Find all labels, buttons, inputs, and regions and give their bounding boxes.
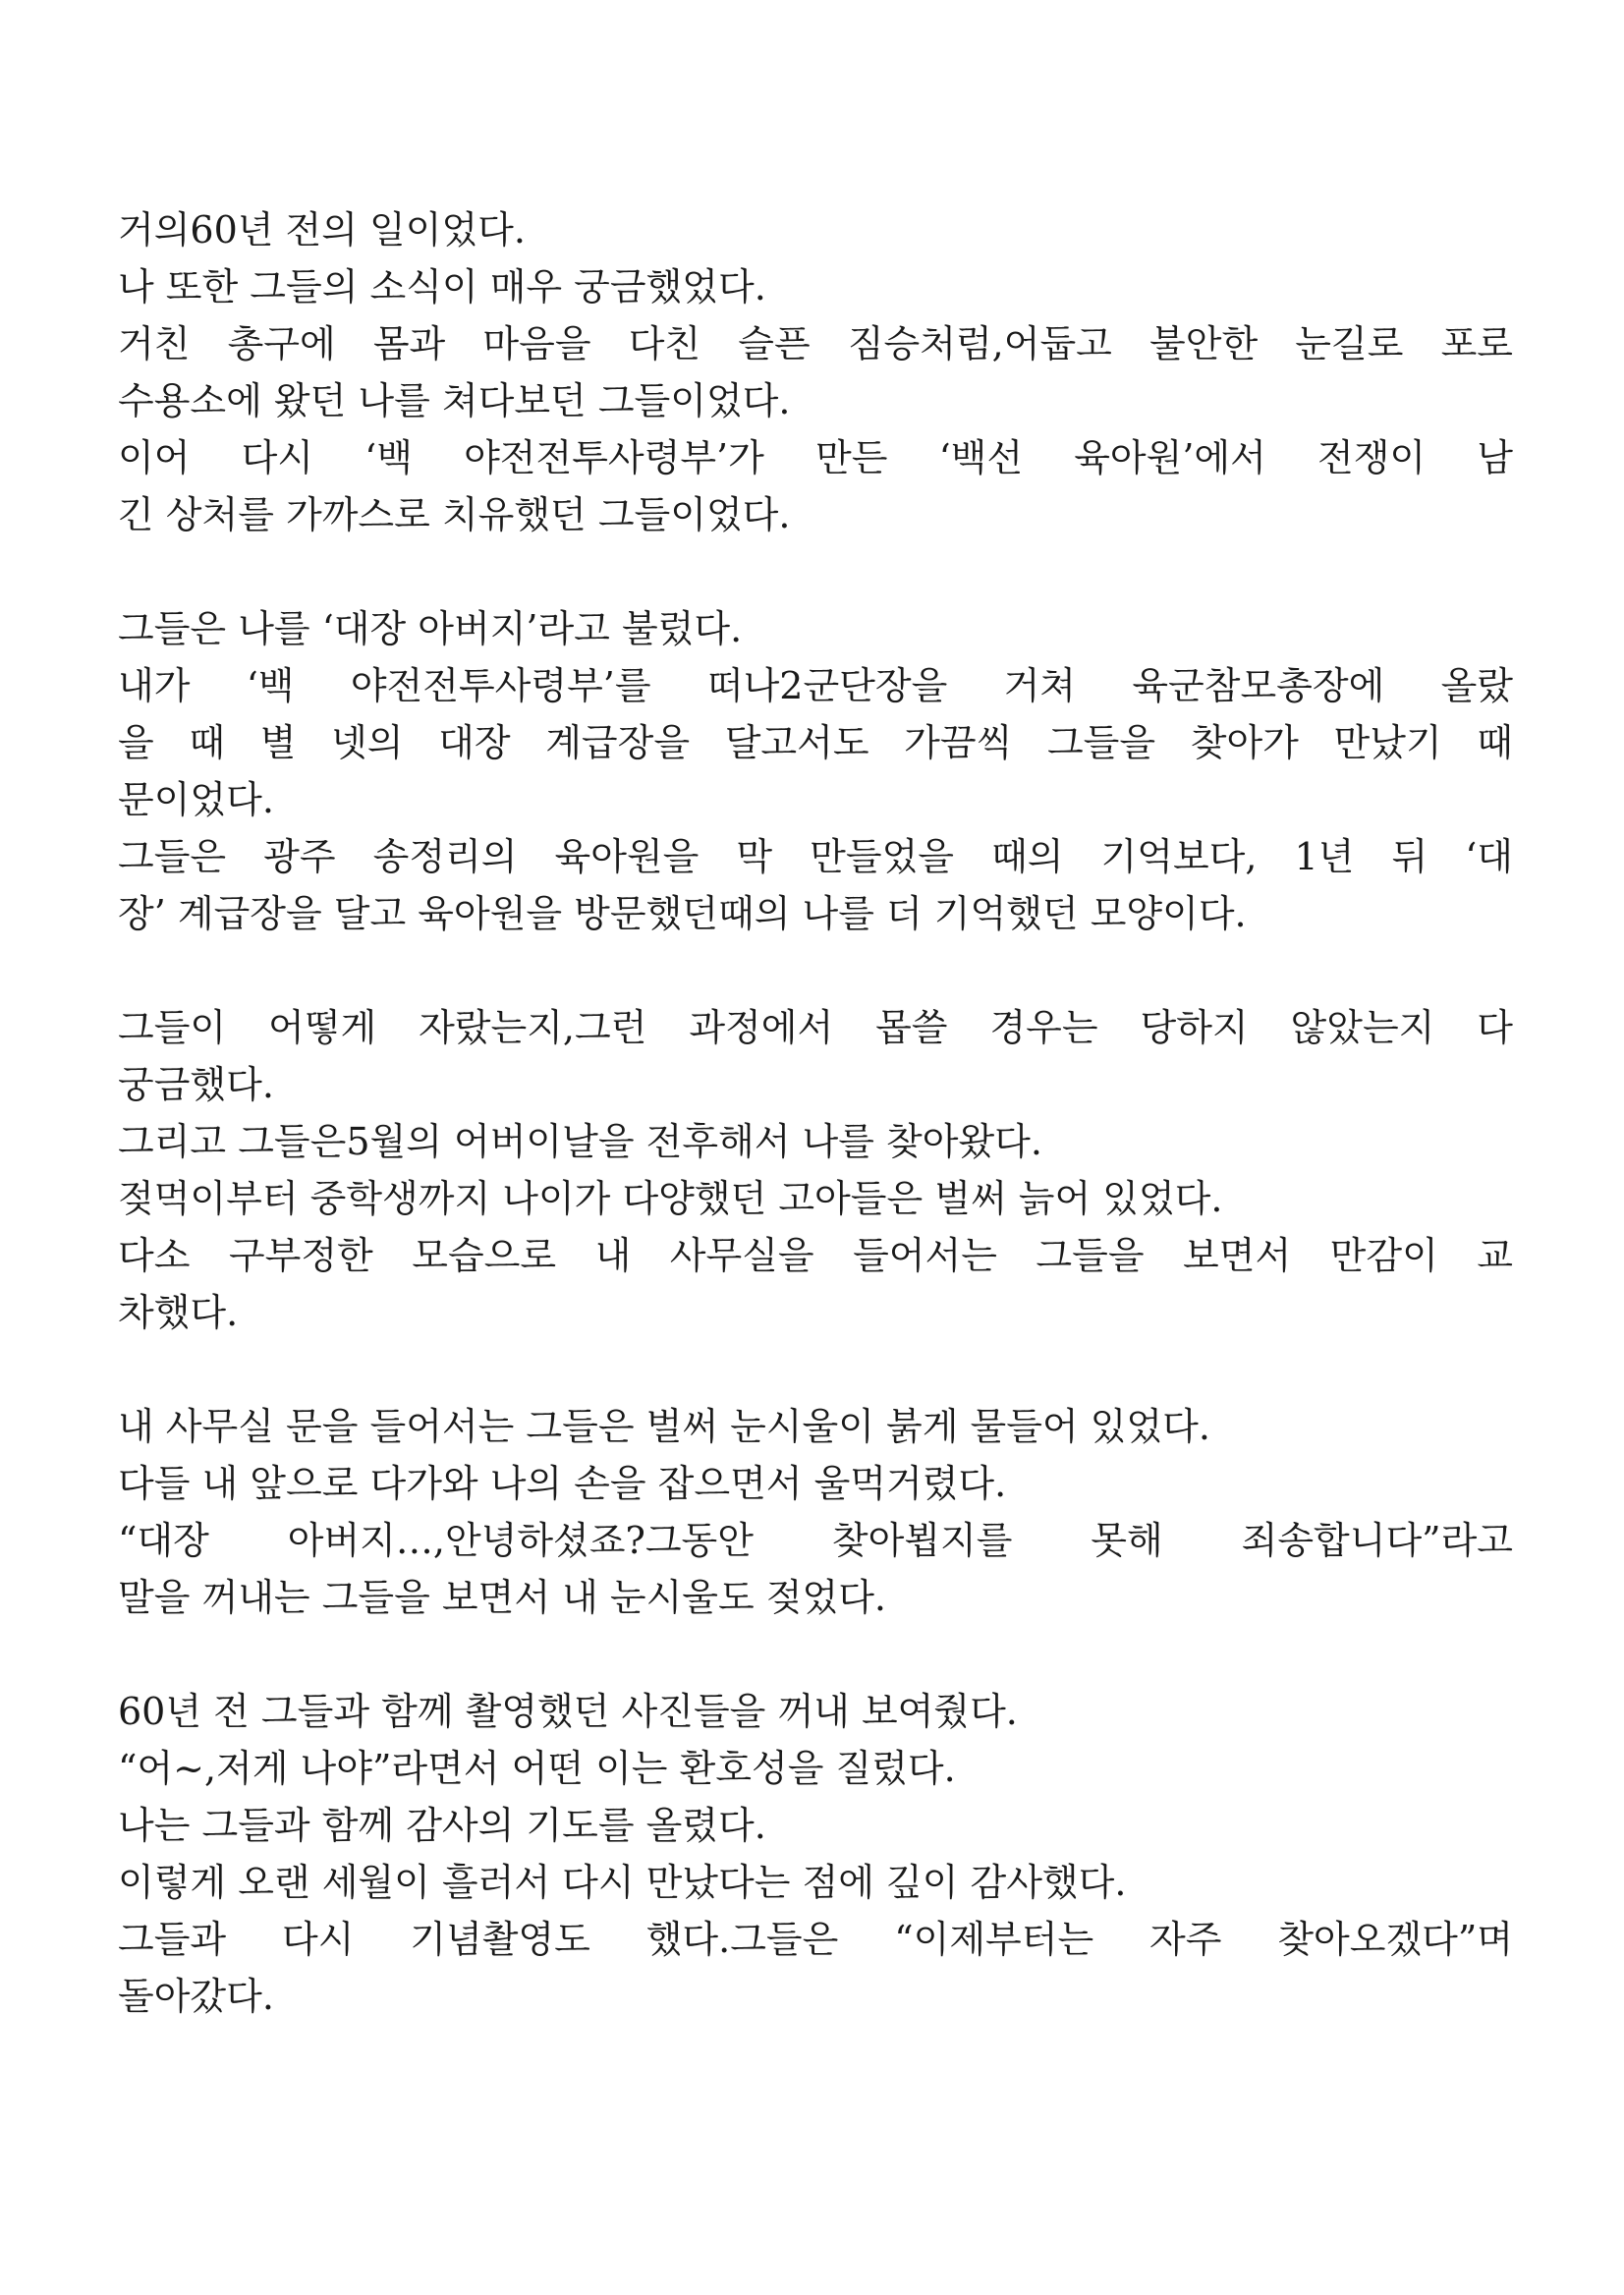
text-line: 60년 전 그들과 함께 촬영했던 사진들을 꺼내 보여줬다. [118,1690,1018,1733]
text-line: 차했다. [118,1291,239,1334]
text-line: 내 사무실 문을 들어서는 그들은 벌써 눈시울이 붉게 물들어 있었다. [118,1405,1210,1448]
text-line: 그리고 그들은5월의 어버이날을 전후해서 나를 찾아왔다. [118,1120,1042,1163]
document-body [118,201,1513,2025]
text-line: 다소 구부정한 모습으로 내 사무실을 들어서는 그들을 보면서 만감이 교 [118,1234,1513,1277]
text-line: 거친 총구에 몸과 마음을 다친 슬픈 짐승처럼,어둡고 불안한 눈길로 포로 [118,322,1513,365]
text-line: 나는 그들과 함께 감사의 기도를 올렸다. [118,1804,766,1847]
text-line: 젖먹이부터 중학생까지 나이가 다양했던 고아들은 벌써 늙어 있었다. [118,1177,1223,1220]
text-line: 을 때 별 넷의 대장 계급장을 달고서도 가끔씩 그들을 찾아가 만났기 때 [118,721,1513,764]
text-line: 다들 내 앞으로 다가와 나의 손을 잡으면서 울먹거렸다. [118,1462,1007,1505]
text-line: “어~,저게 나야”라면서 어떤 이는 환호성을 질렀다. [118,1747,956,1790]
text-line: 그들과 다시 기념촬영도 했다.그들은 “이제부터는 자주 찾아오겠다”며 [118,1918,1513,1961]
paragraph-gap [118,1341,1513,1398]
paragraph-4 [118,1398,1513,1626]
paragraph-3 [118,999,1513,1341]
text-line: 나 또한 그들의 소식이 매우 궁금했었다. [118,265,766,308]
text-line: 문이었다. [118,778,274,821]
text-line: 말을 꺼내는 그들을 보면서 내 눈시울도 젖었다. [118,1576,887,1619]
paragraph-gap [118,543,1513,600]
text-line: 수용소에 왔던 나를 쳐다보던 그들이었다. [118,379,791,422]
text-line: 궁금했다. [118,1063,274,1106]
paragraph-1 [118,201,1513,543]
text-line: “대장 아버지…,안녕하셨죠?그동안 찾아뵙지를 못해 죄송합니다”라고 [118,1519,1513,1562]
paragraph-5 [118,1683,1513,2025]
paragraph-gap [118,1626,1513,1683]
text-line: 그들은 나를 ‘대장 아버지’라고 불렀다. [118,607,743,650]
paragraph-2 [118,600,1513,942]
text-line: 내가 ‘백 야전전투사령부’를 떠나2군단장을 거쳐 육군참모총장에 올랐 [118,664,1513,707]
text-line: 거의60년 전의 일이었다. [118,208,526,252]
text-line: 그들이 어떻게 자랐는지,그런 과정에서 몹쓸 경우는 당하지 않았는지 다 [118,1006,1513,1049]
paragraph-gap [118,942,1513,999]
text-line: 이어 다시 ‘백 야전전투사령부’가 만든 ‘백선 육아원’에서 전쟁이 남 [118,436,1513,479]
text-line: 이렇게 오랜 세월이 흘러서 다시 만났다는 점에 깊이 감사했다. [118,1861,1127,1904]
text-line: 긴 상처를 가까스로 치유했던 그들이었다. [118,493,791,536]
text-line: 장’ 계급장을 달고 육아원을 방문했던때의 나를 더 기억했던 모양이다. [118,892,1247,935]
text-line: 돌아갔다. [118,1975,274,2018]
text-line: 그들은 광주 송정리의 육아원을 막 만들었을 때의 기억보다, 1년 뒤 ‘대 [118,835,1513,878]
